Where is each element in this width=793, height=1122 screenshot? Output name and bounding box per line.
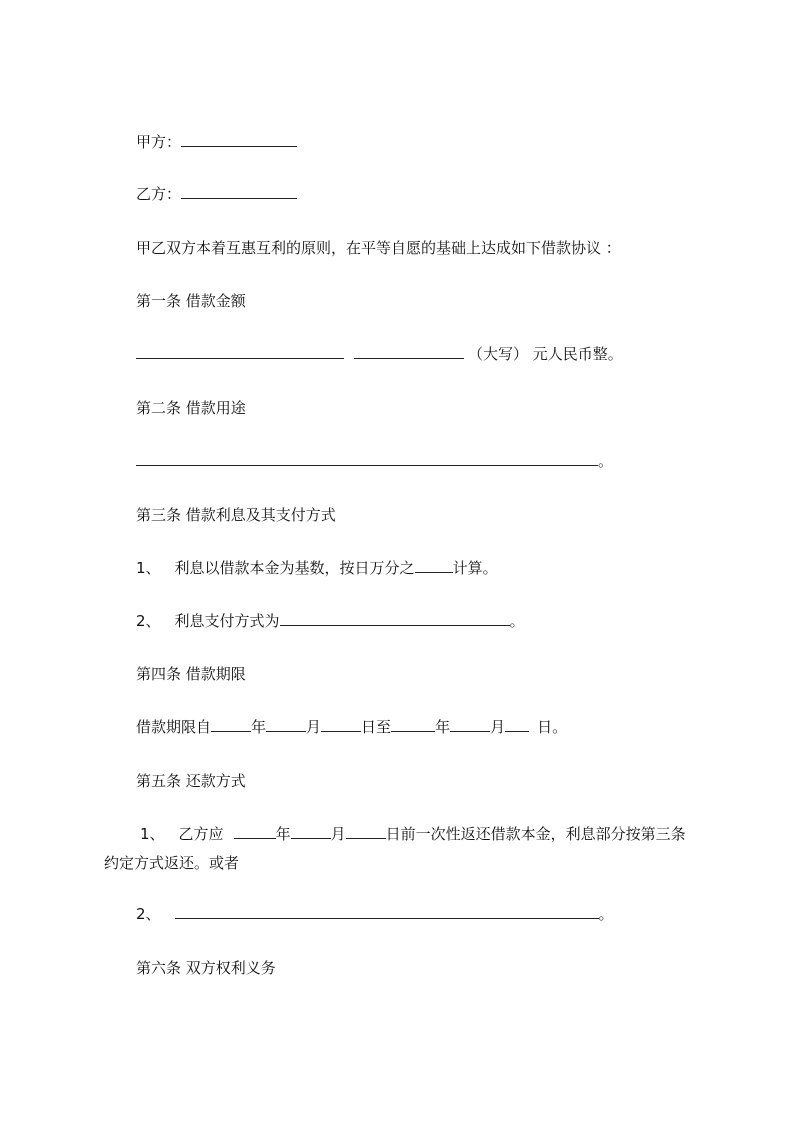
article3-item2 — [136, 611, 525, 631]
end-year-blank[interactable] — [391, 717, 435, 732]
party-b-blank[interactable] — [181, 184, 297, 199]
article6-title: 第六条 双方权利义务 — [136, 959, 276, 977]
purpose-suffix: 。 — [598, 452, 614, 470]
end-day-blank[interactable] — [505, 717, 529, 732]
repay-year-blank[interactable] — [234, 824, 276, 839]
party-a-line — [136, 132, 297, 152]
term-year1: 年 — [251, 718, 267, 736]
article1-amount-line — [136, 344, 623, 364]
article5-title: 第五条 还款方式 — [136, 772, 246, 790]
article3-item1 — [136, 558, 498, 578]
start-day-blank[interactable] — [321, 717, 361, 732]
term-month2: 月 — [490, 718, 506, 736]
start-month-blank[interactable] — [266, 717, 306, 732]
purpose-blank[interactable] — [136, 451, 598, 466]
article5-item1-pre: 乙方应 — [178, 825, 224, 843]
article4-term-line — [136, 717, 567, 737]
party-a-blank[interactable] — [181, 132, 297, 147]
amount-blank-1[interactable] — [136, 344, 344, 359]
party-b-line — [136, 184, 297, 204]
term-day1: 日至 — [361, 718, 392, 736]
article5-item1-num: 1、 — [140, 825, 165, 843]
amount-blank-2[interactable] — [354, 344, 464, 359]
article1-title: 第一条 借款金额 — [136, 292, 246, 310]
article3-item1-num: 1、 — [136, 559, 161, 577]
article5-item1-rest: 日前一次性返还借款本金，利息部分按第三条 — [385, 825, 686, 843]
article5-item2-post: 。 — [598, 905, 614, 923]
term-month1: 月 — [306, 718, 322, 736]
article3-item1-post: 计算。 — [452, 559, 498, 577]
article3-title: 第三条 借款利息及其支付方式 — [136, 506, 336, 524]
start-year-blank[interactable] — [211, 717, 251, 732]
term-year2: 年 — [435, 718, 451, 736]
article5-item2-num: 2、 — [136, 905, 161, 923]
repay-day-blank[interactable] — [346, 824, 386, 839]
repay-other-blank[interactable] — [175, 904, 599, 919]
amount-suffix: （大写） 元人民币整。 — [468, 345, 623, 363]
article2-title: 第二条 借款用途 — [136, 399, 246, 417]
article5-item1-month: 月 — [330, 825, 346, 843]
repay-month-blank[interactable] — [291, 824, 331, 839]
term-pre: 借款期限自 — [136, 718, 212, 736]
article3-item2-num: 2、 — [136, 612, 161, 630]
article3-item2-post: 。 — [509, 612, 525, 630]
article5-item2 — [136, 904, 614, 924]
article2-purpose-line — [136, 451, 613, 471]
party-b-label: 乙方： — [136, 185, 182, 203]
article5-item1-cont: 约定方式返还。或者 — [104, 854, 240, 872]
article5-item1-year: 年 — [275, 825, 291, 843]
intro-text: 甲乙双方本着互惠互利的原则，在平等自愿的基础上达成如下借款协议 ： — [136, 239, 621, 257]
term-day2: 日。 — [537, 718, 568, 736]
party-a-label: 甲方： — [136, 133, 182, 151]
payment-method-blank[interactable] — [280, 611, 510, 626]
article5-item1 — [140, 824, 686, 844]
interest-rate-blank[interactable] — [415, 558, 453, 573]
article3-item2-pre: 利息支付方式为 — [174, 612, 280, 630]
article3-item1-pre: 利息以借款本金为基数，按日万分之 — [174, 559, 415, 577]
article4-title: 第四条 借款期限 — [136, 665, 246, 683]
end-month-blank[interactable] — [450, 717, 490, 732]
